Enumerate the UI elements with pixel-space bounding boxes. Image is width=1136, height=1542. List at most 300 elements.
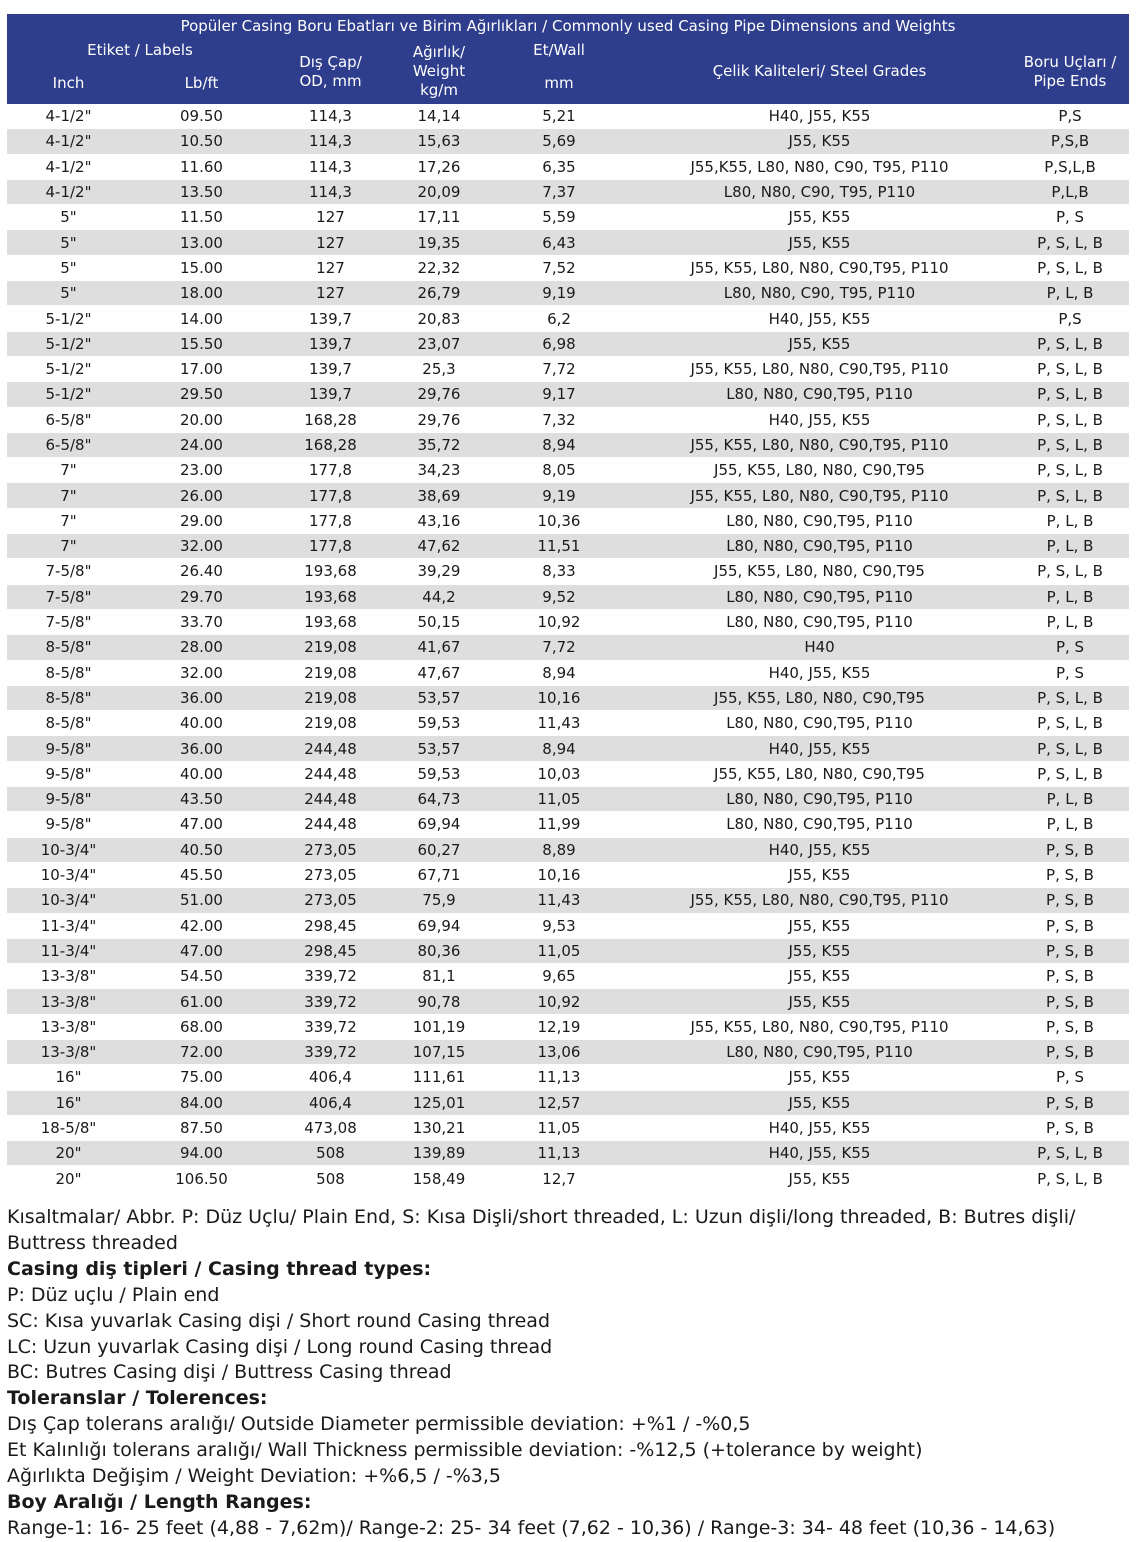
table-row bbox=[7, 862, 1129, 887]
cell-ends: P, S, B bbox=[1011, 1039, 1129, 1064]
cell-lbft: 36.00 bbox=[130, 736, 273, 761]
cell-inch: 8-5/8" bbox=[7, 660, 130, 685]
cell-wall: 12,19 bbox=[490, 1014, 628, 1039]
cell-grades: L80, N80, C90,T95, P110 bbox=[628, 534, 1011, 559]
header-od: Dış Çap/ OD, mm bbox=[273, 39, 388, 104]
cell-weight: 20,83 bbox=[388, 306, 490, 331]
cell-weight: 41,67 bbox=[388, 635, 490, 660]
cell-wall: 8,05 bbox=[490, 458, 628, 483]
cell-ends: P, L, B bbox=[1011, 787, 1129, 812]
cell-inch: 9-5/8" bbox=[7, 736, 130, 761]
cell-grades: J55, K55 bbox=[628, 129, 1011, 154]
cell-weight: 81,1 bbox=[388, 964, 490, 989]
cell-lbft: 17.00 bbox=[130, 356, 273, 381]
cell-weight: 34,23 bbox=[388, 458, 490, 483]
cell-wall: 7,32 bbox=[490, 407, 628, 432]
table-row bbox=[7, 837, 1129, 862]
cell-inch: 7" bbox=[7, 483, 130, 508]
cell-wall: 9,19 bbox=[490, 281, 628, 306]
cell-lbft: 10.50 bbox=[130, 129, 273, 154]
cell-lbft: 75.00 bbox=[130, 1065, 273, 1090]
table-row bbox=[7, 559, 1129, 584]
cell-wall: 8,94 bbox=[490, 660, 628, 685]
cell-inch: 7" bbox=[7, 458, 130, 483]
cell-grades: L80, N80, C90,T95, P110 bbox=[628, 508, 1011, 533]
abbreviations-line-cont: Buttress threaded bbox=[7, 1231, 178, 1254]
cell-inch: 4-1/2" bbox=[7, 154, 130, 179]
cell-inch: 8-5/8" bbox=[7, 685, 130, 710]
cell-ends: P,S,L,B bbox=[1011, 154, 1129, 179]
cell-lbft: 26.00 bbox=[130, 483, 273, 508]
cell-wall: 9,17 bbox=[490, 382, 628, 407]
cell-od: 114,3 bbox=[273, 104, 388, 129]
cell-wall: 5,69 bbox=[490, 129, 628, 154]
tolerances-heading: Toleranslar / Tolerences: bbox=[7, 1387, 268, 1410]
cell-lbft: 43.50 bbox=[130, 787, 273, 812]
cell-wall: 6,43 bbox=[490, 230, 628, 255]
cell-grades: H40 bbox=[628, 635, 1011, 660]
cell-wall: 11,99 bbox=[490, 812, 628, 837]
table-row bbox=[7, 534, 1129, 559]
cell-weight: 53,57 bbox=[388, 685, 490, 710]
cell-weight: 25,3 bbox=[388, 356, 490, 381]
table-row bbox=[7, 104, 1129, 129]
cell-inch: 5" bbox=[7, 281, 130, 306]
cell-grades: L80, N80, C90,T95, P110 bbox=[628, 1039, 1011, 1064]
cell-ends: P, L, B bbox=[1011, 534, 1129, 559]
cell-ends: P,S bbox=[1011, 104, 1129, 129]
cell-inch: 9-5/8" bbox=[7, 812, 130, 837]
cell-od: 298,45 bbox=[273, 938, 388, 963]
cell-grades: J55, K55, L80, N80, C90,T95 bbox=[628, 559, 1011, 584]
cell-ends: P, S bbox=[1011, 205, 1129, 230]
cell-grades: J55, K55, L80, N80, C90,T95, P110 bbox=[628, 888, 1011, 913]
cell-lbft: 28.00 bbox=[130, 635, 273, 660]
cell-lbft: 106.50 bbox=[130, 1166, 273, 1191]
header-wall-unit: mm bbox=[490, 62, 628, 104]
table-row bbox=[7, 331, 1129, 356]
cell-lbft: 33.70 bbox=[130, 609, 273, 634]
cell-wall: 11,05 bbox=[490, 938, 628, 963]
cell-wall: 10,92 bbox=[490, 989, 628, 1014]
table-row bbox=[7, 382, 1129, 407]
cell-lbft: 15.50 bbox=[130, 331, 273, 356]
cell-inch: 11-3/4" bbox=[7, 913, 130, 938]
cell-grades: H40, J55, K55 bbox=[628, 660, 1011, 685]
cell-lbft: 15.00 bbox=[130, 255, 273, 280]
cell-ends: P, S, B bbox=[1011, 862, 1129, 887]
cell-od: 406,4 bbox=[273, 1090, 388, 1115]
table-row bbox=[7, 787, 1129, 812]
table-row bbox=[7, 255, 1129, 280]
cell-grades: L80, N80, C90,T95, P110 bbox=[628, 382, 1011, 407]
cell-wall: 6,2 bbox=[490, 306, 628, 331]
cell-ends: P, S, L, B bbox=[1011, 1166, 1129, 1191]
table-body bbox=[7, 104, 1129, 1191]
cell-od: 244,48 bbox=[273, 787, 388, 812]
cell-wall: 11,13 bbox=[490, 1141, 628, 1166]
casing-table bbox=[7, 14, 1129, 1192]
cell-ends: P, S, L, B bbox=[1011, 736, 1129, 761]
cell-od: 508 bbox=[273, 1166, 388, 1191]
cell-weight: 67,71 bbox=[388, 862, 490, 887]
cell-grades: J55, K55 bbox=[628, 913, 1011, 938]
cell-grades: J55,K55, L80, N80, C90, T95, P110 bbox=[628, 154, 1011, 179]
cell-od: 177,8 bbox=[273, 508, 388, 533]
cell-od: 219,08 bbox=[273, 685, 388, 710]
header-inch: Inch bbox=[7, 62, 130, 104]
cell-grades: J55, K55 bbox=[628, 989, 1011, 1014]
cell-wall: 11,05 bbox=[490, 787, 628, 812]
cell-lbft: 68.00 bbox=[130, 1014, 273, 1039]
cell-lbft: 51.00 bbox=[130, 888, 273, 913]
cell-inch: 6-5/8" bbox=[7, 432, 130, 457]
cell-lbft: 29.50 bbox=[130, 382, 273, 407]
cell-inch: 16" bbox=[7, 1090, 130, 1115]
cell-lbft: 54.50 bbox=[130, 964, 273, 989]
cell-inch: 7-5/8" bbox=[7, 584, 130, 609]
cell-inch: 5-1/2" bbox=[7, 306, 130, 331]
cell-grades: J55, K55 bbox=[628, 205, 1011, 230]
cell-grades: L80, N80, C90, T95, P110 bbox=[628, 179, 1011, 204]
cell-od: 508 bbox=[273, 1141, 388, 1166]
cell-weight: 44,2 bbox=[388, 584, 490, 609]
thread-type-bc: BC: Butres Casing dişi / Buttress Casing thread bbox=[7, 1361, 452, 1384]
cell-inch: 4-1/2" bbox=[7, 129, 130, 154]
cell-wall: 10,03 bbox=[490, 761, 628, 786]
tolerance-od: Dış Çap tolerans aralığı/ Outside Diameter permissible deviation: +%1 / -%0,5 bbox=[7, 1413, 751, 1436]
cell-wall: 5,21 bbox=[490, 104, 628, 129]
cell-lbft: 42.00 bbox=[130, 913, 273, 938]
cell-weight: 15,63 bbox=[388, 129, 490, 154]
cell-wall: 6,35 bbox=[490, 154, 628, 179]
cell-wall: 8,94 bbox=[490, 736, 628, 761]
cell-inch: 10-3/4" bbox=[7, 862, 130, 887]
cell-wall: 12,57 bbox=[490, 1090, 628, 1115]
cell-lbft: 23.00 bbox=[130, 458, 273, 483]
cell-ends: P, S, L, B bbox=[1011, 255, 1129, 280]
cell-od: 244,48 bbox=[273, 812, 388, 837]
cell-od: 244,48 bbox=[273, 736, 388, 761]
cell-inch: 20" bbox=[7, 1141, 130, 1166]
cell-ends: P, L, B bbox=[1011, 609, 1129, 634]
thread-types-heading: Casing diş tipleri / Casing thread types: bbox=[7, 1257, 432, 1280]
cell-lbft: 13.50 bbox=[130, 179, 273, 204]
cell-inch: 7" bbox=[7, 534, 130, 559]
cell-grades: J55, K55, L80, N80, C90,T95 bbox=[628, 685, 1011, 710]
cell-weight: 17,26 bbox=[388, 154, 490, 179]
cell-ends: P, S, B bbox=[1011, 1014, 1129, 1039]
cell-grades: J55, K55, L80, N80, C90,T95, P110 bbox=[628, 483, 1011, 508]
cell-weight: 75,9 bbox=[388, 888, 490, 913]
cell-weight: 19,35 bbox=[388, 230, 490, 255]
cell-od: 473,08 bbox=[273, 1115, 388, 1140]
abbreviations-line: Kısaltmalar/ Abbr. P: Düz Uçlu/ Plain End, S: Kısa Dişli/short threaded, L: Uzun dişli/long threaded, B: Butres dişli/ bbox=[7, 1206, 1076, 1228]
cell-ends: P, S, L, B bbox=[1011, 331, 1129, 356]
cell-lbft: 40.00 bbox=[130, 761, 273, 786]
cell-ends: P,L,B bbox=[1011, 179, 1129, 204]
cell-ends: P, S, L, B bbox=[1011, 458, 1129, 483]
cell-inch: 5-1/2" bbox=[7, 356, 130, 381]
table-row bbox=[7, 609, 1129, 634]
cell-grades: H40, J55, K55 bbox=[628, 104, 1011, 129]
cell-ends: P, S, L, B bbox=[1011, 356, 1129, 381]
table-row bbox=[7, 761, 1129, 786]
cell-grades: H40, J55, K55 bbox=[628, 736, 1011, 761]
cell-inch: 8-5/8" bbox=[7, 635, 130, 660]
cell-od: 298,45 bbox=[273, 913, 388, 938]
cell-weight: 60,27 bbox=[388, 837, 490, 862]
cell-weight: 39,29 bbox=[388, 559, 490, 584]
cell-weight: 130,21 bbox=[388, 1115, 490, 1140]
cell-lbft: 87.50 bbox=[130, 1115, 273, 1140]
cell-weight: 29,76 bbox=[388, 407, 490, 432]
cell-inch: 4-1/2" bbox=[7, 104, 130, 129]
cell-lbft: 36.00 bbox=[130, 685, 273, 710]
thread-type-sc: SC: Kısa yuvarlak Casing dişi / Short round Casing thread bbox=[7, 1309, 551, 1332]
cell-lbft: 32.00 bbox=[130, 660, 273, 685]
cell-weight: 26,79 bbox=[388, 281, 490, 306]
table-row bbox=[7, 913, 1129, 938]
table-row bbox=[7, 407, 1129, 432]
cell-inch: 13-3/8" bbox=[7, 1039, 130, 1064]
cell-grades: H40, J55, K55 bbox=[628, 837, 1011, 862]
header-wall: Et/Wall bbox=[490, 39, 628, 62]
table-row bbox=[7, 129, 1129, 154]
cell-wall: 9,53 bbox=[490, 913, 628, 938]
cell-grades: L80, N80, C90, T95, P110 bbox=[628, 281, 1011, 306]
header-weight: Ağırlık/ Weight kg/m bbox=[388, 39, 490, 104]
cell-weight: 64,73 bbox=[388, 787, 490, 812]
cell-ends: P, S bbox=[1011, 1065, 1129, 1090]
header-lbft: Lb/ft bbox=[130, 62, 273, 104]
cell-lbft: 14.00 bbox=[130, 306, 273, 331]
cell-grades: J55, K55, L80, N80, C90,T95 bbox=[628, 458, 1011, 483]
cell-wall: 5,59 bbox=[490, 205, 628, 230]
cell-lbft: 40.00 bbox=[130, 711, 273, 736]
header-ends: Boru Uçları / Pipe Ends bbox=[1011, 39, 1129, 104]
table-row bbox=[7, 306, 1129, 331]
cell-wall: 7,72 bbox=[490, 356, 628, 381]
cell-wall: 10,92 bbox=[490, 609, 628, 634]
cell-wall: 11,43 bbox=[490, 711, 628, 736]
cell-inch: 10-3/4" bbox=[7, 888, 130, 913]
cell-weight: 22,32 bbox=[388, 255, 490, 280]
table-row bbox=[7, 230, 1129, 255]
cell-lbft: 29.00 bbox=[130, 508, 273, 533]
cell-lbft: 47.00 bbox=[130, 938, 273, 963]
cell-wall: 10,16 bbox=[490, 685, 628, 710]
cell-grades: J55, K55 bbox=[628, 1065, 1011, 1090]
cell-grades: L80, N80, C90,T95, P110 bbox=[628, 812, 1011, 837]
cell-wall: 13,06 bbox=[490, 1039, 628, 1064]
cell-od: 177,8 bbox=[273, 458, 388, 483]
table-row bbox=[7, 281, 1129, 306]
cell-od: 127 bbox=[273, 281, 388, 306]
table-row bbox=[7, 432, 1129, 457]
cell-lbft: 26.40 bbox=[130, 559, 273, 584]
cell-grades: J55, K55, L80, N80, C90,T95, P110 bbox=[628, 356, 1011, 381]
table-row bbox=[7, 508, 1129, 533]
cell-od: 219,08 bbox=[273, 660, 388, 685]
cell-lbft: 11.60 bbox=[130, 154, 273, 179]
table-row bbox=[7, 1090, 1129, 1115]
cell-od: 219,08 bbox=[273, 711, 388, 736]
cell-ends: P, S, B bbox=[1011, 888, 1129, 913]
cell-lbft: 47.00 bbox=[130, 812, 273, 837]
cell-ends: P, S, L, B bbox=[1011, 483, 1129, 508]
cell-ends: P, L, B bbox=[1011, 281, 1129, 306]
cell-ends: P, S, L, B bbox=[1011, 407, 1129, 432]
cell-weight: 23,07 bbox=[388, 331, 490, 356]
tolerance-wall: Et Kalınlığı tolerans aralığı/ Wall Thickness permissible deviation: -%12,5 (+tolerance by weight) bbox=[7, 1439, 923, 1462]
cell-lbft: 94.00 bbox=[130, 1141, 273, 1166]
cell-weight: 35,72 bbox=[388, 432, 490, 457]
cell-weight: 69,94 bbox=[388, 812, 490, 837]
cell-od: 127 bbox=[273, 230, 388, 255]
cell-od: 339,72 bbox=[273, 989, 388, 1014]
cell-grades: H40, J55, K55 bbox=[628, 1141, 1011, 1166]
cell-inch: 5" bbox=[7, 230, 130, 255]
cell-od: 219,08 bbox=[273, 635, 388, 660]
cell-ends: P, L, B bbox=[1011, 584, 1129, 609]
cell-od: 127 bbox=[273, 205, 388, 230]
cell-ends: P,S,B bbox=[1011, 129, 1129, 154]
cell-wall: 8,89 bbox=[490, 837, 628, 862]
cell-od: 273,05 bbox=[273, 862, 388, 887]
cell-lbft: 45.50 bbox=[130, 862, 273, 887]
cell-ends: P,S bbox=[1011, 306, 1129, 331]
cell-grades: J55, K55, L80, N80, C90,T95, P110 bbox=[628, 432, 1011, 457]
cell-weight: 47,62 bbox=[388, 534, 490, 559]
cell-wall: 7,37 bbox=[490, 179, 628, 204]
cell-wall: 9,65 bbox=[490, 964, 628, 989]
cell-lbft: 72.00 bbox=[130, 1039, 273, 1064]
cell-grades: J55, K55 bbox=[628, 964, 1011, 989]
cell-grades: L80, N80, C90,T95, P110 bbox=[628, 787, 1011, 812]
cell-grades: L80, N80, C90,T95, P110 bbox=[628, 584, 1011, 609]
table-row bbox=[7, 1166, 1129, 1191]
cell-od: 177,8 bbox=[273, 483, 388, 508]
cell-weight: 50,15 bbox=[388, 609, 490, 634]
cell-od: 139,7 bbox=[273, 306, 388, 331]
table-row bbox=[7, 458, 1129, 483]
table-row bbox=[7, 1039, 1129, 1064]
cell-od: 127 bbox=[273, 255, 388, 280]
cell-weight: 125,01 bbox=[388, 1090, 490, 1115]
cell-grades: J55, K55 bbox=[628, 331, 1011, 356]
table-row bbox=[7, 1115, 1129, 1140]
cell-inch: 20" bbox=[7, 1166, 130, 1191]
cell-grades: J55, K55, L80, N80, C90,T95 bbox=[628, 761, 1011, 786]
cell-inch: 16" bbox=[7, 1065, 130, 1090]
cell-inch: 5-1/2" bbox=[7, 331, 130, 356]
cell-lbft: 09.50 bbox=[130, 104, 273, 129]
cell-wall: 7,52 bbox=[490, 255, 628, 280]
cell-lbft: 11.50 bbox=[130, 205, 273, 230]
cell-ends: P, S bbox=[1011, 660, 1129, 685]
cell-inch: 9-5/8" bbox=[7, 761, 130, 786]
cell-od: 193,68 bbox=[273, 559, 388, 584]
cell-inch: 18-5/8" bbox=[7, 1115, 130, 1140]
cell-grades: J55, K55 bbox=[628, 938, 1011, 963]
cell-wall: 10,36 bbox=[490, 508, 628, 533]
header-grades: Çelik Kaliteleri/ Steel Grades bbox=[628, 39, 1011, 104]
cell-weight: 14,14 bbox=[388, 104, 490, 129]
cell-ends: P, S, B bbox=[1011, 989, 1129, 1014]
cell-weight: 158,49 bbox=[388, 1166, 490, 1191]
cell-wall: 9,52 bbox=[490, 584, 628, 609]
cell-ends: P, S, B bbox=[1011, 837, 1129, 862]
cell-od: 139,7 bbox=[273, 331, 388, 356]
cell-ends: P, S bbox=[1011, 635, 1129, 660]
cell-inch: 7" bbox=[7, 508, 130, 533]
cell-weight: 59,53 bbox=[388, 711, 490, 736]
cell-wall: 7,72 bbox=[490, 635, 628, 660]
cell-grades: J55, K55, L80, N80, C90,T95, P110 bbox=[628, 255, 1011, 280]
table-row bbox=[7, 812, 1129, 837]
cell-weight: 47,67 bbox=[388, 660, 490, 685]
table-row bbox=[7, 154, 1129, 179]
cell-weight: 139,89 bbox=[388, 1141, 490, 1166]
cell-ends: P, S, L, B bbox=[1011, 382, 1129, 407]
casing-table-container bbox=[7, 14, 1129, 1192]
cell-ends: P, S, L, B bbox=[1011, 432, 1129, 457]
cell-wall: 12,7 bbox=[490, 1166, 628, 1191]
table-row bbox=[7, 584, 1129, 609]
cell-od: 168,28 bbox=[273, 432, 388, 457]
cell-ends: P, S, B bbox=[1011, 913, 1129, 938]
cell-ends: P, S, L, B bbox=[1011, 230, 1129, 255]
table-row bbox=[7, 635, 1129, 660]
cell-weight: 69,94 bbox=[388, 913, 490, 938]
cell-od: 339,72 bbox=[273, 1014, 388, 1039]
cell-inch: 11-3/4" bbox=[7, 938, 130, 963]
cell-wall: 6,98 bbox=[490, 331, 628, 356]
table-row bbox=[7, 179, 1129, 204]
table-row bbox=[7, 483, 1129, 508]
cell-inch: 13-3/8" bbox=[7, 989, 130, 1014]
cell-lbft: 18.00 bbox=[130, 281, 273, 306]
length-ranges: Range-1: 16- 25 feet (4,88 - 7,62m)/ Range-2: 25- 34 feet (7,62 - 10,36) / Range-3: 34- 48 feet (10,36 - 14,63) bbox=[7, 1516, 1056, 1539]
cell-lbft: 32.00 bbox=[130, 534, 273, 559]
cell-weight: 90,78 bbox=[388, 989, 490, 1014]
cell-od: 273,05 bbox=[273, 837, 388, 862]
cell-ends: P, L, B bbox=[1011, 508, 1129, 533]
cell-inch: 5-1/2" bbox=[7, 382, 130, 407]
cell-od: 139,7 bbox=[273, 382, 388, 407]
cell-grades: H40, J55, K55 bbox=[628, 1115, 1011, 1140]
cell-ends: P, S, L, B bbox=[1011, 685, 1129, 710]
cell-od: 114,3 bbox=[273, 154, 388, 179]
cell-lbft: 20.00 bbox=[130, 407, 273, 432]
cell-od: 114,3 bbox=[273, 129, 388, 154]
cell-grades: H40, J55, K55 bbox=[628, 407, 1011, 432]
cell-od: 193,68 bbox=[273, 584, 388, 609]
cell-wall: 11,51 bbox=[490, 534, 628, 559]
cell-weight: 59,53 bbox=[388, 761, 490, 786]
table-row bbox=[7, 660, 1129, 685]
table-row bbox=[7, 888, 1129, 913]
cell-grades: L80, N80, C90,T95, P110 bbox=[628, 711, 1011, 736]
table-row bbox=[7, 1141, 1129, 1166]
cell-weight: 43,16 bbox=[388, 508, 490, 533]
table-row bbox=[7, 1014, 1129, 1039]
table-row bbox=[7, 356, 1129, 381]
cell-weight: 107,15 bbox=[388, 1039, 490, 1064]
length-ranges-heading: Boy Aralığı / Length Ranges: bbox=[7, 1490, 312, 1513]
cell-ends: P, S, B bbox=[1011, 1115, 1129, 1140]
